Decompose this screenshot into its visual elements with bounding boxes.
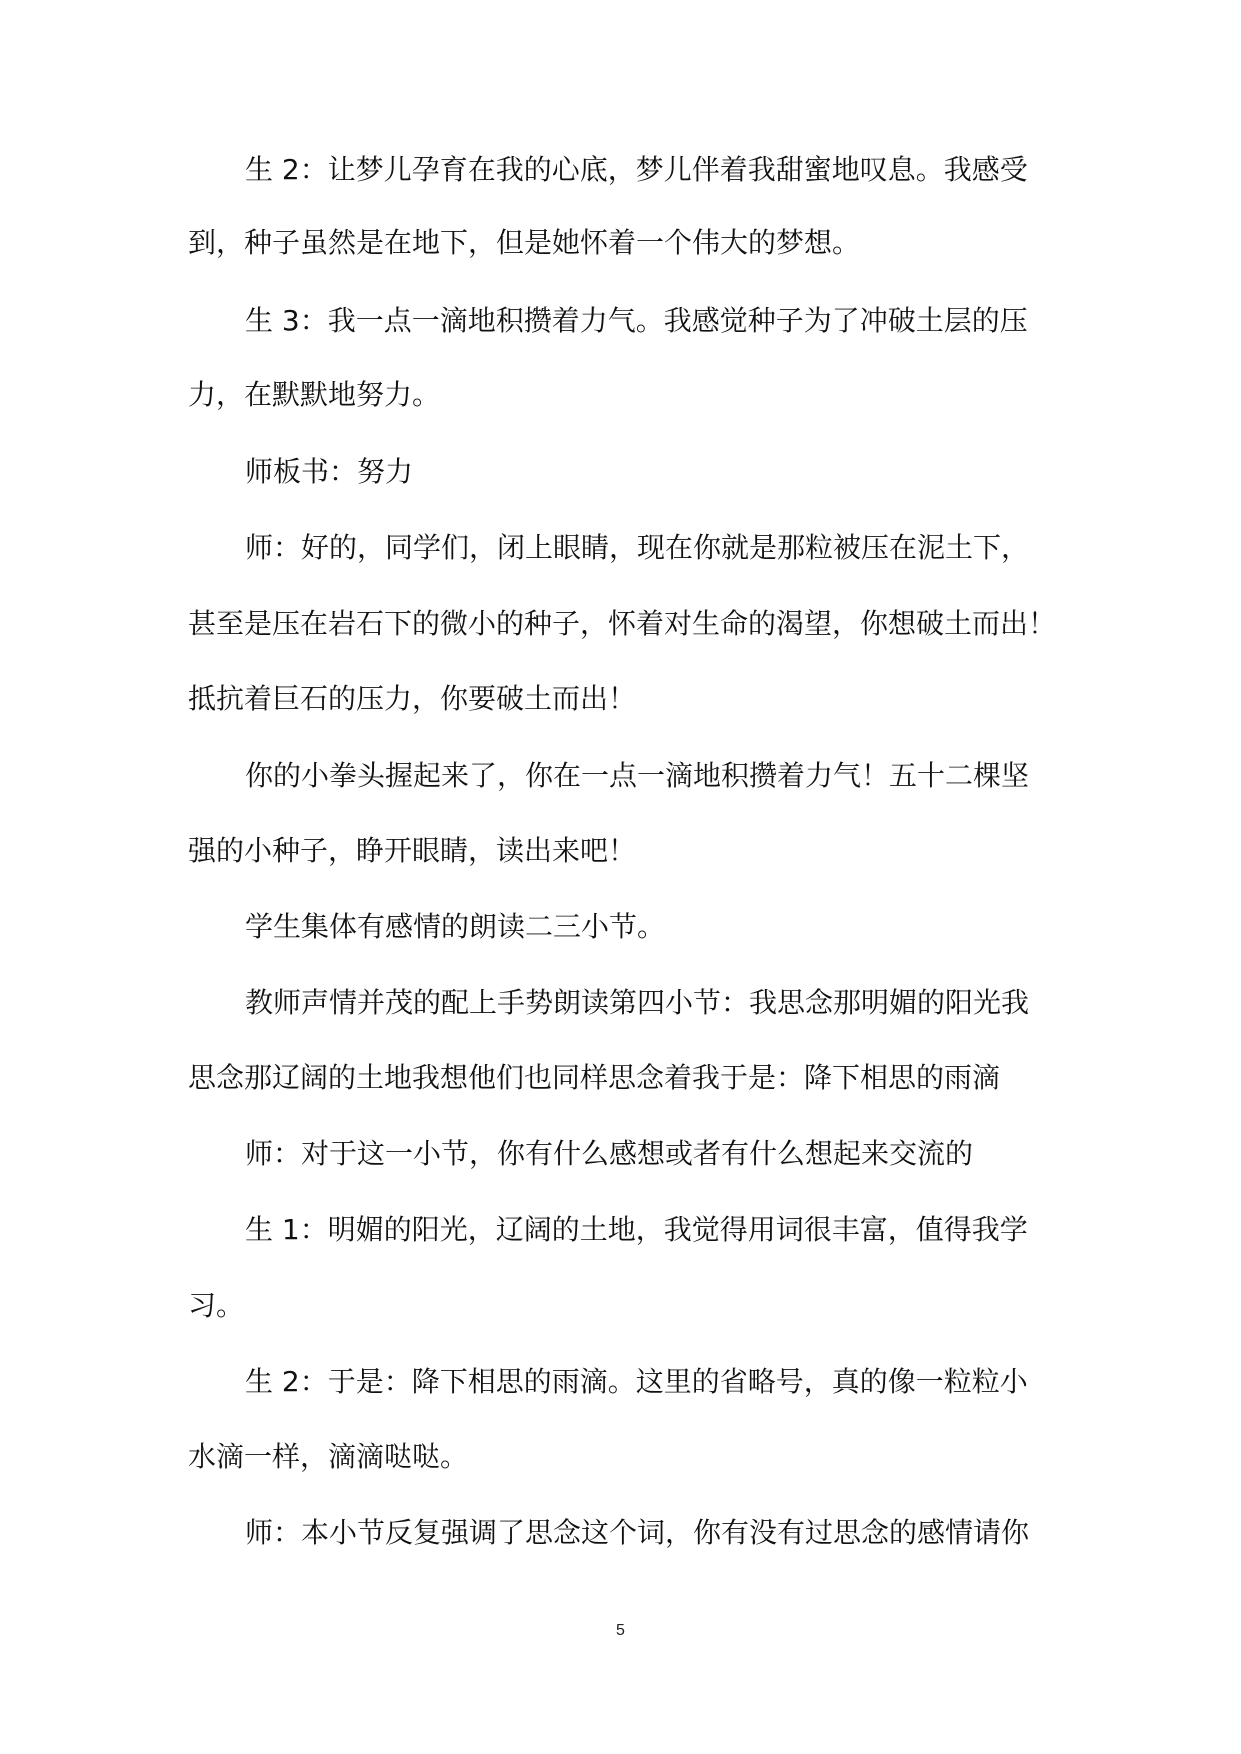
paragraph-line: 到，种子虽然是在地下，但是她怀着一个伟大的梦想。: [188, 226, 861, 259]
paragraph-line: 生 2：让梦儿孕育在我的心底，梦儿伴着我甜蜜地叹息。我感受: [245, 153, 1028, 186]
paragraph-line: 生 1：明媚的阳光，辽阔的土地，我觉得用词很丰富，值得我学: [245, 1213, 1028, 1246]
paragraph-line: 甚至是压在岩石下的微小的种子，怀着对生命的渴望，你想破土而出！: [188, 607, 1057, 640]
paragraph-line: 水滴一样，滴滴哒哒。: [188, 1440, 469, 1473]
paragraph-line: 生 2：于是：降下相思的雨滴。这里的省略号，真的像一粒粒小: [245, 1365, 1028, 1398]
paragraph-line: 强的小种子，睁开眼睛，读出来吧！: [188, 834, 637, 867]
paragraph-line: 师板书：努力: [245, 455, 414, 488]
paragraph-line: 抵抗着巨石的压力，你要破土而出！: [188, 682, 637, 715]
paragraph-line: 学生集体有感情的朗读二三小节。: [245, 910, 666, 943]
page-number: 5: [616, 1622, 625, 1639]
paragraph-line: 习。: [188, 1289, 245, 1322]
paragraph-line: 力，在默默地努力。: [188, 378, 441, 411]
paragraph-line: 师：本小节反复强调了思念这个词，你有没有过思念的感情请你: [245, 1516, 1030, 1549]
paragraph-line: 教师声情并茂的配上手势朗读第四小节：我思念那明媚的阳光我: [245, 986, 1030, 1019]
paragraph-line: 思念那辽阔的土地我想他们也同样思念着我于是：降下相思的雨滴: [188, 1061, 1001, 1094]
paragraph-line: 你的小拳头握起来了，你在一点一滴地积攒着力气！五十二棵坚: [245, 759, 1030, 792]
paragraph-line: 生 3：我一点一滴地积攒着力气。我感觉种子为了冲破土层的压: [245, 304, 1028, 337]
paragraph-line: 师：好的，同学们，闭上眼睛，现在你就是那粒被压在泥土下，: [245, 531, 1030, 564]
paragraph-line: 师：对于这一小节，你有什么感想或者有什么想起来交流的: [245, 1137, 974, 1170]
